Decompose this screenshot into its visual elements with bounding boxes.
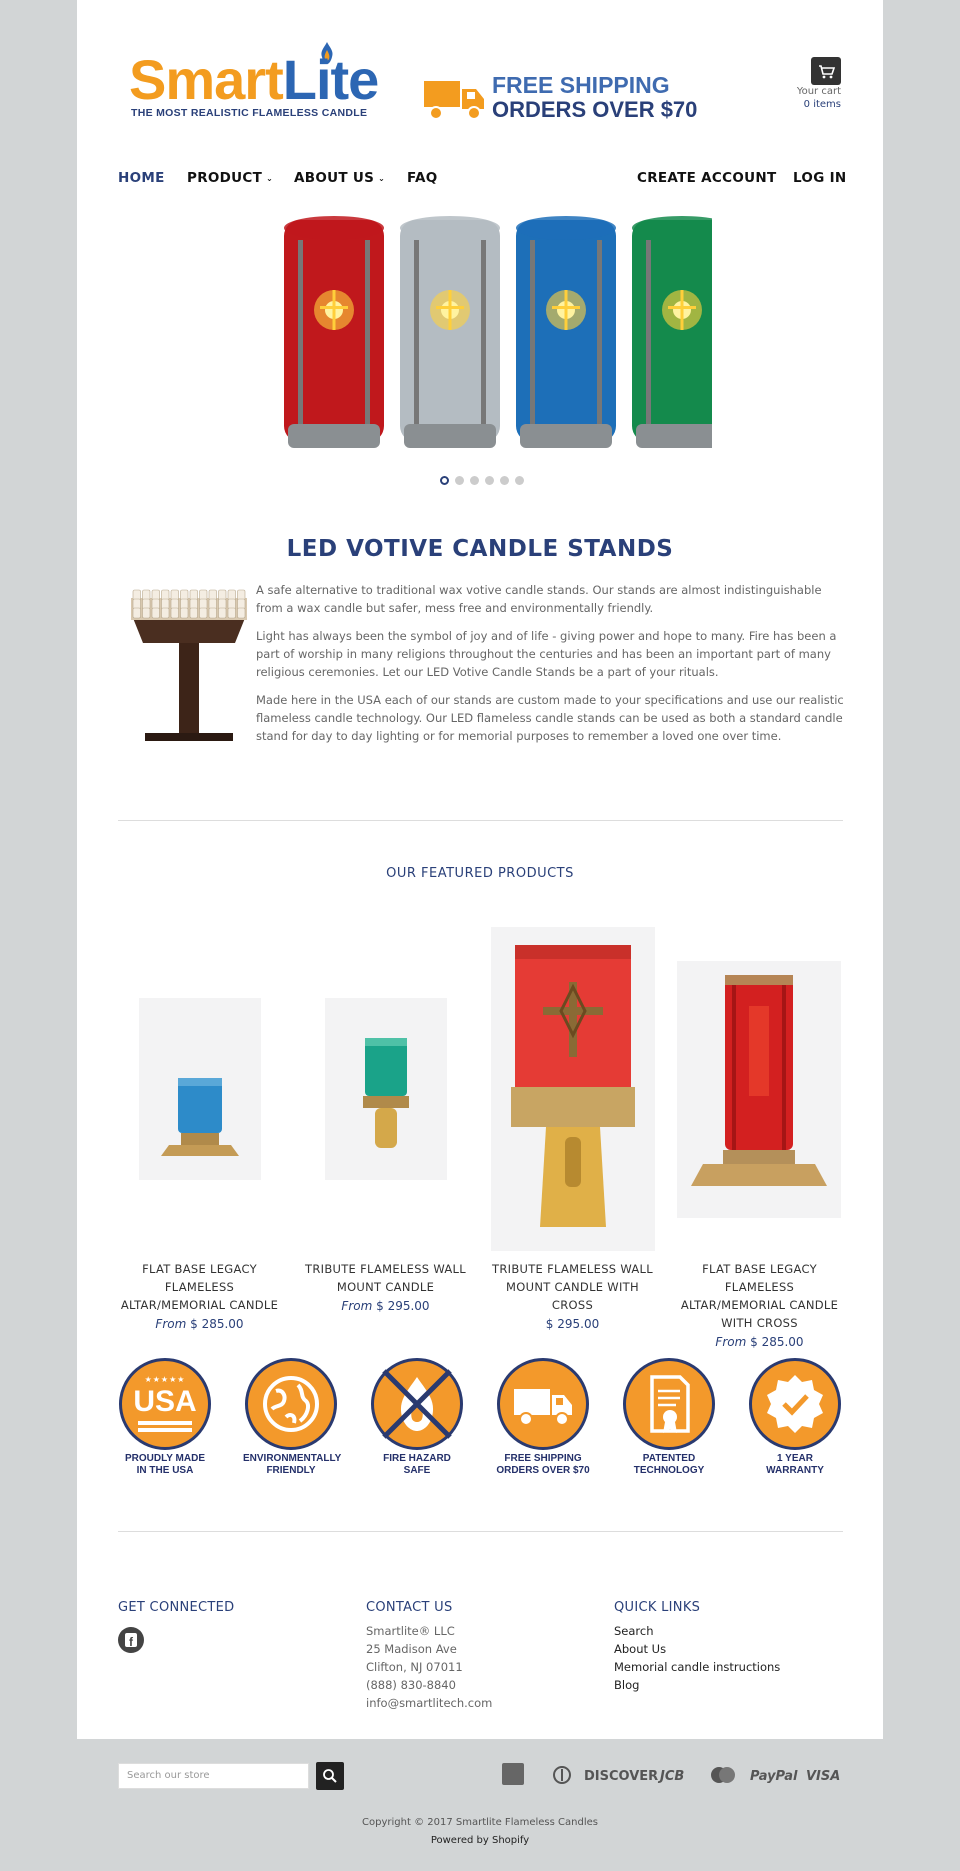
candle-slide-4 — [632, 216, 712, 448]
search-button[interactable] — [316, 1762, 344, 1790]
paypal-icon: PayPal — [750, 1769, 798, 1784]
logo-wordmark: SmartLite — [129, 48, 379, 111]
red-altar-candle-image — [677, 961, 841, 1218]
cart-label: Your cart — [796, 86, 841, 97]
badge-warranty: 1 YEAR WARRANTY — [747, 1358, 843, 1477]
truck-icon — [500, 1361, 586, 1447]
footer-quick-links-heading: QUICK LINKS — [614, 1600, 701, 1615]
globe-icon — [248, 1361, 334, 1447]
nav-about[interactable] — [294, 170, 385, 186]
page-container — [77, 0, 883, 1739]
jcb-icon: JCB — [660, 1769, 685, 1784]
site-logo[interactable] — [129, 42, 389, 124]
hero-slider[interactable] — [252, 210, 712, 460]
quick-link-blog[interactable]: Blog — [614, 1678, 640, 1692]
search-input[interactable]: Search our store — [118, 1763, 309, 1789]
blue-candle-image — [139, 998, 261, 1180]
mastercard-icon — [709, 1766, 737, 1784]
contact-phone[interactable]: (888) 830-8840 — [366, 1678, 456, 1692]
amex-icon — [502, 1763, 524, 1785]
quick-link-memorial-instructions[interactable]: Memorial candle instructions — [614, 1660, 781, 1674]
no-fire-icon — [374, 1361, 460, 1447]
votive-stand-image — [127, 588, 251, 748]
product-price: From $ 295.00 — [341, 1299, 430, 1313]
product-price: $ 295.00 — [545, 1317, 600, 1331]
divider — [118, 820, 843, 821]
nav-product-label: PRODUCT — [187, 170, 263, 186]
nav-home[interactable]: HOME — [118, 170, 165, 186]
slider-dot[interactable] — [515, 476, 524, 485]
shipping-line-1: FREE SHIPPING — [492, 72, 670, 98]
truck-icon — [422, 75, 488, 123]
product-image[interactable] — [325, 998, 447, 1180]
copyright: Copyright © 2017 Smartlite Flameless Candles — [362, 1817, 598, 1828]
badge-patented: PATENTED TECHNOLOGY — [621, 1358, 717, 1477]
badge-free-shipping: FREE SHIPPING ORDERS OVER $70 — [495, 1358, 591, 1477]
visa-icon: VISA — [806, 1769, 841, 1784]
intro-paragraph-1: A safe alternative to traditional wax votive candle stands. Our stands are almost indistinguishable from a wax candle but safer, mess free and environmentally friendly. — [256, 583, 822, 615]
slider-dot[interactable] — [470, 476, 479, 485]
product-title[interactable]: FLAT BASE LEGACY FLAMELESS ALTAR/MEMORIAL CANDLE — [120, 1262, 279, 1312]
cart-icon — [811, 57, 841, 85]
slider-dot[interactable] — [500, 476, 509, 485]
red-cross-wall-candle-image — [491, 927, 655, 1251]
product-title[interactable]: TRIBUTE FLAMELESS WALL MOUNT CANDLE WITH CROSS — [492, 1262, 653, 1312]
powered-by-shopify[interactable]: Powered by Shopify — [430, 1835, 530, 1846]
candle-slide-3 — [516, 216, 616, 448]
nav-about-label: ABOUT US — [294, 170, 375, 186]
product-title[interactable]: FLAT BASE LEGACY FLAMELESS ALTAR/MEMORIAL CANDLE WITH CROSS — [680, 1262, 839, 1330]
divider — [118, 1531, 843, 1532]
badge-environmentally-friendly: ENVIRONMENTALLY FRIENDLY — [243, 1358, 339, 1477]
badge-made-in-usa: ★★★★★ USA PROUDLY MADE IN THE USA — [117, 1358, 213, 1477]
logo-tagline: THE MOST REALISTIC FLAMELESS CANDLE — [131, 107, 368, 119]
page-title: LED VOTIVE CANDLE STANDS — [286, 536, 674, 562]
product-image[interactable] — [139, 998, 261, 1180]
chevron-down-icon: ⌄ — [266, 174, 274, 183]
free-shipping-banner — [422, 70, 698, 126]
footer-get-connected-heading: GET CONNECTED — [118, 1600, 235, 1615]
quick-link-about[interactable]: About Us — [614, 1642, 667, 1656]
candle-slide-1 — [284, 216, 384, 448]
quick-link-search[interactable]: Search — [614, 1624, 654, 1638]
warranty-icon — [752, 1361, 838, 1447]
candle-slide-2 — [400, 216, 500, 448]
shipping-line-2: ORDERS OVER $70 — [492, 97, 698, 122]
intro-paragraph-3: Made here in the USA each of our stands are custom made to your specifications and use our realistic flameless candle technology. Our LED flameless candle stands can be used as both a standard candle stand for day to day lighting or for memorial purposes to remember a loved one over time. — [256, 693, 844, 743]
product-price: From $ 285.00 — [715, 1335, 804, 1349]
diners-club-icon — [552, 1766, 572, 1784]
facebook-icon[interactable]: f — [118, 1627, 144, 1653]
certificate-icon — [626, 1361, 712, 1447]
nav-faq[interactable]: FAQ — [407, 170, 438, 186]
discover-icon: DISCOVER — [584, 1769, 659, 1784]
product-title[interactable]: TRIBUTE FLAMELESS WALL MOUNT CANDLE — [305, 1262, 466, 1294]
nav-login[interactable]: LOG IN — [793, 170, 847, 186]
search-icon — [316, 1762, 344, 1790]
cart-summary[interactable] — [797, 85, 841, 111]
chevron-down-icon: ⌄ — [378, 174, 386, 183]
contact-company: Smartlite® LLC — [366, 1624, 455, 1638]
contact-city: Clifton, NJ 07011 — [366, 1660, 463, 1674]
product-price: From $ 285.00 — [155, 1317, 244, 1331]
cart-button[interactable] — [811, 57, 841, 85]
featured-heading: OUR FEATURED PRODUCTS — [386, 866, 574, 881]
intro-paragraph-2: Light has always been the symbol of joy and of life - giving power and hope to many. Fire has been a part of worship in many religions throughout the centuries and has been an important part of many religious ceremonies. Let our LED Votive Candle Stands be a part of your rituals. — [256, 629, 837, 679]
slider-dot[interactable] — [485, 476, 494, 485]
product-image[interactable] — [677, 961, 841, 1218]
badge-fire-hazard-safe: FIRE HAZARD SAFE — [369, 1358, 465, 1477]
cart-count: 0 items — [803, 99, 841, 110]
teal-wall-candle-image — [325, 998, 447, 1180]
slider-dot[interactable] — [440, 476, 449, 485]
product-image[interactable] — [491, 927, 655, 1251]
nav-create-account[interactable]: CREATE ACCOUNT — [637, 170, 777, 186]
nav-product[interactable] — [187, 170, 273, 186]
contact-email[interactable]: info@smartlitech.com — [366, 1696, 493, 1710]
footer-contact-heading: CONTACT US — [366, 1600, 453, 1615]
contact-street: 25 Madison Ave — [366, 1642, 457, 1656]
usa-icon: ★★★★★ USA — [119, 1358, 211, 1450]
slider-dot[interactable] — [455, 476, 464, 485]
